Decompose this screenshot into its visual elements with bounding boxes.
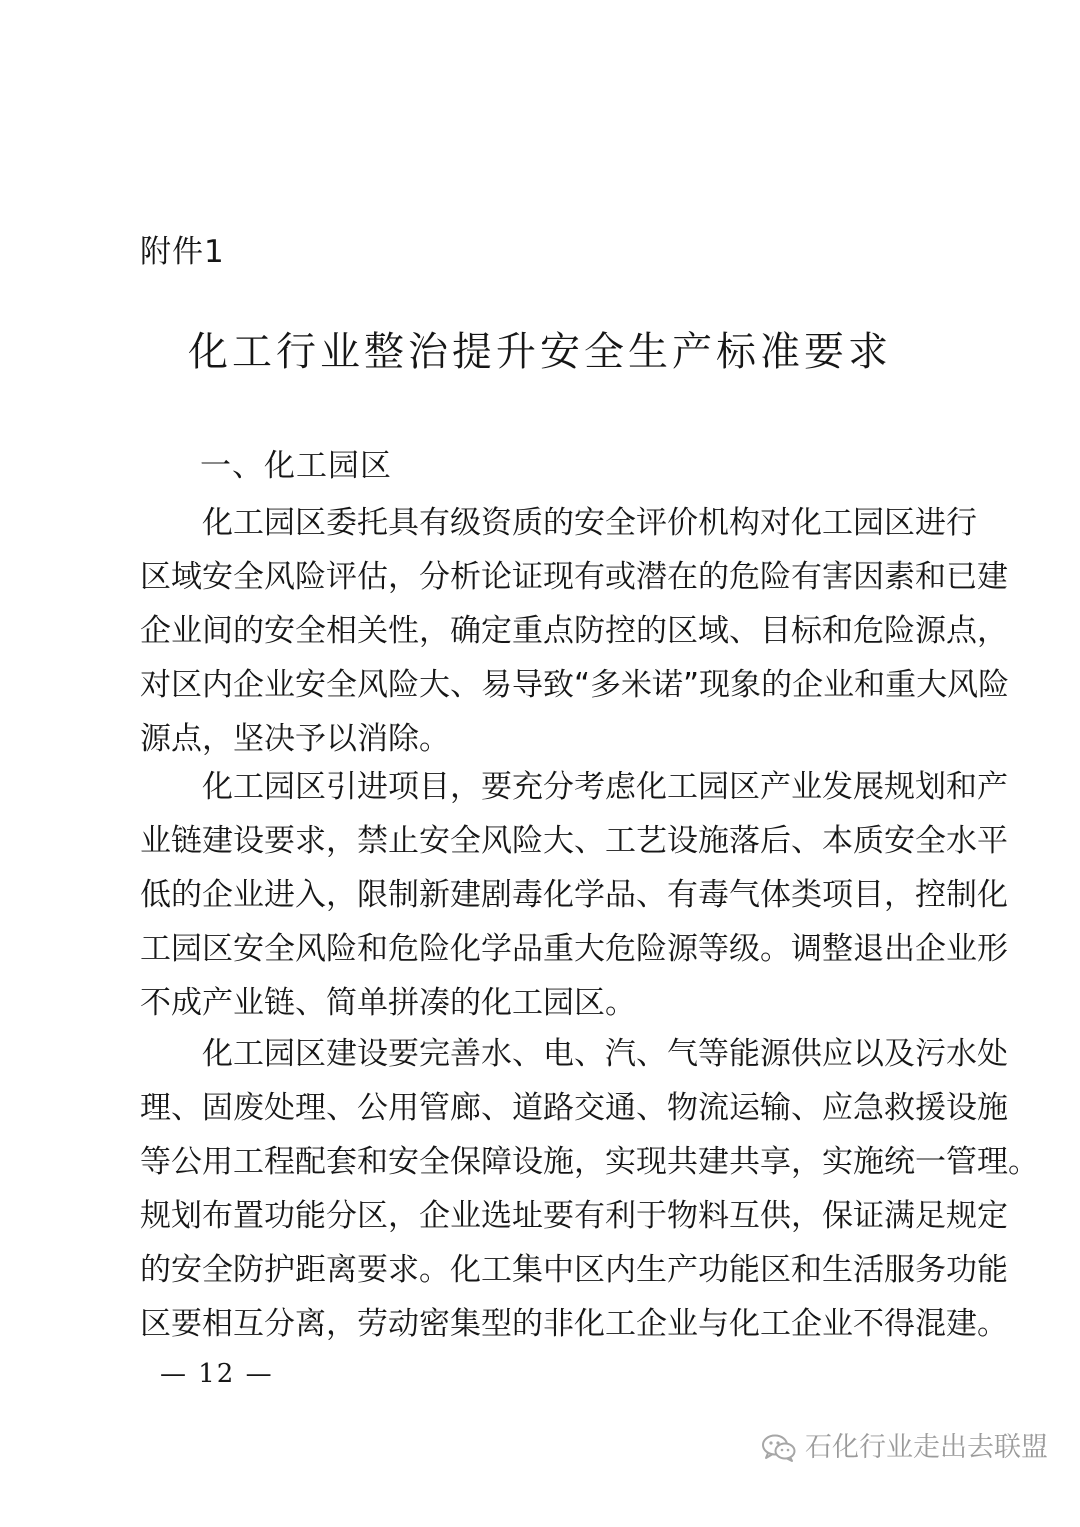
paragraph-line: 化工园区建设要完善水、电、汽、气等能源供应以及污水处 (202, 1036, 1008, 1072)
paragraph-line: 不成产业链、简单拼凑的化工园区。 (140, 985, 636, 1021)
paragraph-line: 区要相互分离，劳动密集型的非化工企业与化工企业不得混建。 (140, 1306, 1008, 1342)
paragraph-line: 业链建设要求，禁止安全风险大、工艺设施落后、本质安全水平 (140, 823, 1008, 859)
watermark (761, 1428, 1048, 1468)
paragraph-line: 低的企业进入，限制新建剧毒化学品、有毒气体类项目，控制化 (140, 877, 1008, 913)
page-number: — 12 — (160, 1359, 274, 1389)
watermark-text: 石化行业走出去联盟 (805, 1432, 1048, 1463)
paragraph-1 (140, 496, 1010, 766)
attachment-label: 附件1 (140, 234, 225, 270)
section-heading: 一、化工园区 (200, 448, 392, 484)
paragraph-line: 工园区安全风险和危险化学品重大危险源等级。调整退出企业形 (140, 931, 1008, 967)
paragraph-line: 规划布置功能分区，企业选址要有利于物料互供，保证满足规定 (140, 1198, 1008, 1234)
paragraph-line: 企业间的安全相关性，确定重点防控的区域、目标和危险源点， (140, 613, 1008, 649)
paragraph-line: 理、固废处理、公用管廊、道路交通、物流运输、应急救援设施 (140, 1090, 1008, 1126)
paragraph-line: 区域安全风险评估，分析论证现有或潜在的危险有害因素和已建 (140, 559, 1008, 595)
paragraph-line: 的安全防护距离要求。化工集中区内生产功能区和生活服务功能 (140, 1252, 1008, 1288)
paragraph-3 (140, 1027, 1039, 1351)
paragraph-line: 等公用工程配套和安全保障设施，实现共建共享，实施统一管理。 (140, 1144, 1039, 1180)
paragraph-line: 源点，坚决予以消除。 (140, 721, 450, 757)
paragraph-2 (140, 760, 1008, 1030)
wechat-icon (761, 1433, 797, 1463)
paragraph-line: 化工园区引进项目，要充分考虑化工园区产业发展规划和产 (202, 769, 1008, 805)
paragraph-line: 化工园区委托具有级资质的安全评价机构对化工园区进行 (202, 505, 977, 541)
document-title: 化工行业整治提升安全生产标准要求 (188, 329, 892, 375)
paragraph-line: 对区内企业安全风险大、易导致“多米诺”现象的企业和重大风险 (140, 667, 1010, 703)
